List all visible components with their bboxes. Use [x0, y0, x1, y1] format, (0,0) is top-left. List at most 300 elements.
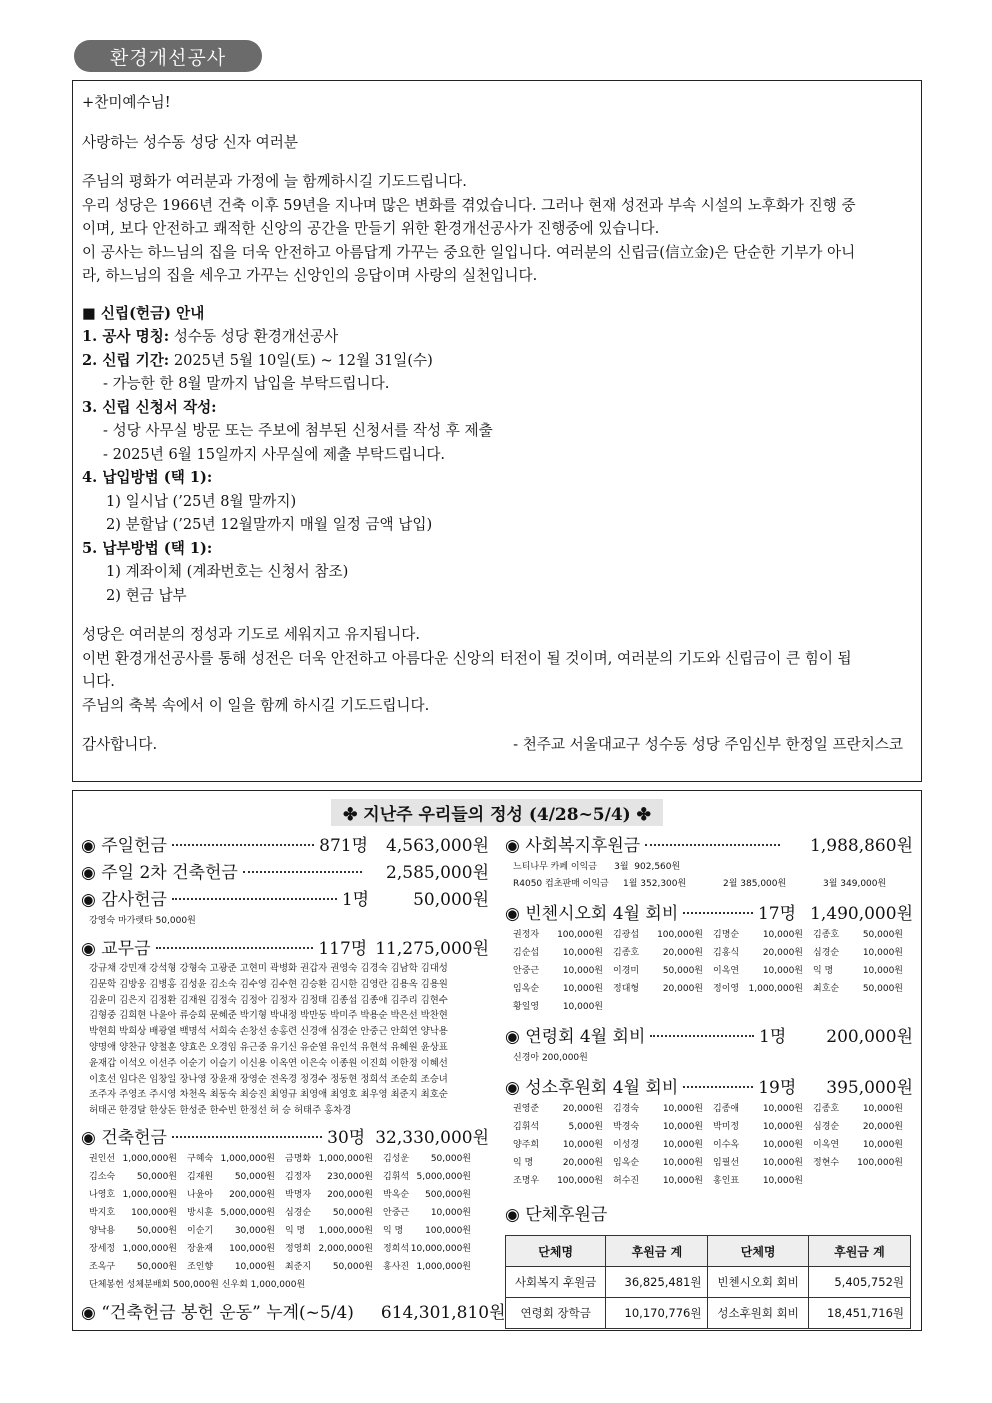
item-1-label: 1. 공사 명칭:: [82, 328, 170, 345]
donor-cell: [513, 1100, 613, 1118]
list-item: 이호선 임다은 임창일 장나영 장윤재 장영순 전옥경 정경수 정동현 정희석 조순희 조승녀: [89, 1073, 448, 1085]
donor-cell: [513, 1136, 613, 1154]
item-4-label: 4. 납입방법 (택 1):: [82, 469, 213, 486]
donor-amount: 10,000원: [562, 1002, 603, 1012]
donor-cell: [713, 1136, 813, 1154]
donor-name: 최준지: [285, 1261, 312, 1272]
donor-cell: [513, 1154, 613, 1172]
donor-name: 장세정: [89, 1243, 116, 1254]
donor-name: 박지호: [89, 1207, 116, 1218]
closing-2a: 이번 환경개선공사를 통해 성전은 더욱 안전하고 아름다운 신앙의 터전이 될 것이며, 여러분의 기도와 신립금이 큰 힘이 됩: [82, 649, 852, 667]
donor-cell: [613, 944, 713, 962]
donor-amount: 10,000원: [662, 1140, 703, 1150]
donor-amount: 1,000,000원: [416, 1261, 471, 1272]
section-tab: 환경개선공사: [74, 40, 262, 72]
elders-detail: 신경아 200,000원: [513, 1053, 588, 1063]
welfare-line-2-jan: 1월 352,300원: [623, 879, 687, 889]
donor-cell: [383, 1258, 481, 1276]
donor-name: 정이영: [713, 984, 740, 994]
donor-amount: 10,000원: [662, 1122, 703, 1132]
campaign-amount: 614,301,810원: [380, 1302, 506, 1323]
table-cell: 사회복지 후원금: [506, 1267, 606, 1298]
seongso-donor-grid: [505, 1100, 913, 1190]
donor-amount: 1,000,000원: [122, 1243, 177, 1254]
donor-name: 김종호: [813, 1104, 840, 1114]
donor-cell: [713, 1118, 813, 1136]
salutation: 사랑하는 성수동 성당 신자 여러분: [82, 133, 298, 151]
donor-name: 김성운: [383, 1153, 410, 1164]
donor-name: 이옥연: [813, 1140, 840, 1150]
donor-name: 정영희: [285, 1243, 312, 1254]
item-2-label: 2. 신립 기간:: [82, 351, 170, 369]
seongso-amount: 395,000원: [826, 1078, 913, 1098]
table-cell: 성소후원회 회비: [708, 1298, 808, 1329]
donor-name: 조옥구: [89, 1261, 116, 1272]
sunday-offering-amount: 4,563,000원: [386, 836, 489, 856]
donor-amount: 500,000원: [425, 1189, 471, 1200]
donor-name: 정현수: [813, 1158, 840, 1168]
donor-amount: 1,000,000원: [318, 1225, 373, 1236]
donor-name: 익 명: [285, 1225, 306, 1236]
donor-name: 김재원: [187, 1171, 214, 1182]
donor-cell: [89, 1186, 187, 1204]
table-cell: 18,451,716원: [808, 1298, 910, 1329]
donor-cell: [383, 1186, 481, 1204]
donor-name: 심경순: [813, 1122, 840, 1132]
thanks-text: 감사합니다.: [82, 736, 158, 753]
donor-amount: 10,000원: [562, 1140, 603, 1150]
item-2: [82, 349, 912, 373]
donor-amount: 1,000,000원: [318, 1153, 373, 1164]
paragraph-2b: 이며, 보다 안전하고 쾌적한 신앙의 공간을 만들기 위한 환경개선공사가 진행중에 있습니다.: [82, 220, 660, 237]
donor-amount: 50,000원: [234, 1171, 275, 1182]
donor-cell: [383, 1222, 481, 1240]
welfare-line-1: 느티나무 카페 이익금 3월 902,560원: [513, 862, 681, 872]
donor-amount: 200,000원: [229, 1189, 275, 1200]
donor-cell: [383, 1240, 481, 1258]
donor-cell: [513, 926, 613, 944]
donor-cell: [187, 1204, 285, 1222]
donor-cell: [813, 1172, 913, 1190]
donor-cell: [285, 1222, 383, 1240]
donor-cell: [713, 962, 813, 980]
donor-amount: 20,000원: [662, 984, 703, 994]
table-cell: 5,405,752원: [808, 1267, 910, 1298]
table-row: [506, 1267, 911, 1298]
elders-amount: 200,000원: [826, 1027, 913, 1047]
donor-name: 김정자: [285, 1171, 312, 1182]
thanks-offering-amount: 50,000원: [413, 890, 489, 910]
donor-amount: 230,000원: [327, 1171, 373, 1182]
donor-amount: 10,000원: [762, 930, 803, 940]
donor-name: 권정자: [513, 930, 540, 940]
section-title: ■ 신립(헌금) 안내: [82, 304, 205, 322]
item-1-value: 성수동 성당 환경개선공사: [169, 328, 339, 345]
donor-amount: 100,000원: [857, 1158, 903, 1168]
donor-cell: [713, 1154, 813, 1172]
welfare-title: ◉ 사회복지후원금: [505, 836, 641, 856]
donor-name: 김종호: [613, 948, 640, 958]
donor-cell: [187, 1258, 285, 1276]
donor-amount: 50,000원: [136, 1261, 177, 1272]
list-item: 김윤미 김은지 김정환 김재원 김정숙 김정아 김정자 김정태 김종섭 김종애 김주리 김현수: [89, 994, 448, 1006]
donor-cell: [513, 1118, 613, 1136]
groups-heading: [505, 1200, 913, 1227]
table-cell: 10,170,776원: [606, 1298, 708, 1329]
seongso-title: ◉ 성소후원회 4월 회비: [505, 1078, 679, 1098]
donor-amount: 10,000원: [862, 948, 903, 958]
education-heading: [81, 934, 489, 961]
donor-name: 김광섭: [613, 930, 640, 940]
donor-name: 익 명: [383, 1225, 404, 1236]
table-header: 단체명: [506, 1236, 606, 1267]
donor-cell: [613, 962, 713, 980]
donor-cell: [187, 1186, 285, 1204]
donor-name: 양낙용: [89, 1225, 116, 1236]
donor-cell: [187, 1168, 285, 1186]
donor-name: 심경순: [285, 1207, 312, 1218]
donor-cell: [713, 980, 813, 998]
donor-cell: [613, 998, 713, 1016]
elders-title: ◉ 연령회 4월 회비: [505, 1027, 646, 1047]
education-count: 117명: [318, 939, 368, 959]
donor-amount: 50,000원: [862, 984, 903, 994]
item-2-sub: - 가능한 한 8월 말까지 납입을 부탁드립니다.: [103, 375, 390, 392]
donor-name: 김소숙: [89, 1171, 116, 1182]
donor-amount: 10,000원: [562, 984, 603, 994]
donor-name: 이순기: [187, 1225, 214, 1236]
donor-amount: 10,000원: [862, 966, 903, 976]
donor-cell: [613, 926, 713, 944]
donor-amount: 5,000원: [568, 1122, 603, 1132]
donor-name: 박옥순: [383, 1189, 410, 1200]
sunday2-offering-amount: 2,585,000원: [386, 863, 489, 883]
donor-cell: [613, 1100, 713, 1118]
building-donor-grid: [81, 1150, 489, 1276]
donor-amount: 50,000원: [662, 966, 703, 976]
sunday2-offering-title: ◉ 주일 2차 건축헌금: [81, 863, 238, 883]
donor-amount: 10,000원: [562, 966, 603, 976]
donor-amount: 20,000원: [562, 1158, 603, 1168]
donor-name: 김종호: [813, 930, 840, 940]
donor-name: 권영준: [513, 1104, 540, 1114]
donor-name: 익 명: [513, 1158, 534, 1168]
donor-cell: [187, 1240, 285, 1258]
welfare-line-2-mar: 3월 349,000원: [823, 879, 887, 889]
donor-cell: [89, 1258, 187, 1276]
donor-name: 금명화: [285, 1153, 312, 1164]
donor-amount: 20,000원: [662, 948, 703, 958]
item-2-value: 2025년 5월 10일(토) ~ 12월 31일(수): [169, 351, 433, 369]
table-header: 단체명: [708, 1236, 808, 1267]
elders-heading: [505, 1022, 913, 1049]
list-item: 허태곤 한경달 한상돈 한성준 한수빈 한정선 허 승 허태주 홍차경: [89, 1105, 352, 1117]
donor-name: 허수진: [613, 1176, 640, 1186]
donor-cell: [285, 1240, 383, 1258]
donor-cell: [613, 1154, 713, 1172]
education-title: ◉ 교무금: [81, 939, 151, 959]
donor-cell: [813, 1136, 913, 1154]
donor-name: 최호순: [813, 984, 840, 994]
donor-cell: [383, 1168, 481, 1186]
donor-name: 방시훈: [187, 1207, 214, 1218]
vincent-heading: [505, 899, 913, 926]
donor-amount: 10,000원: [762, 1104, 803, 1114]
donor-cell: [513, 1172, 613, 1190]
donor-name: 이옥연: [713, 966, 740, 976]
list-item: 조주자 주영조 주시영 차천옥 최동숙 최승진 최영규 최영애 최영호 최우영 최준지 최호순: [89, 1089, 448, 1101]
donor-name: 이경미: [613, 966, 640, 976]
donor-cell: [285, 1204, 383, 1222]
donor-name: 김종애: [713, 1104, 740, 1114]
welfare-heading: [505, 831, 913, 858]
donor-cell: [383, 1204, 481, 1222]
donor-cell: [513, 944, 613, 962]
donor-cell: [613, 1136, 713, 1154]
donor-name: 나영호: [89, 1189, 116, 1200]
donor-amount: 10,000,000원: [410, 1243, 471, 1254]
donor-amount: 10,000원: [662, 1104, 703, 1114]
vincent-amount: 1,490,000원: [810, 904, 913, 924]
donor-cell: [713, 1100, 813, 1118]
donor-name: 임필선: [713, 1158, 740, 1168]
item-3-label: 3. 신립 신청서 작성:: [82, 398, 217, 416]
donor-name: 이성경: [613, 1140, 640, 1150]
signature: - 천주교 서울대교구 성수동 성당 주임신부 한정일 프란치스코: [513, 736, 903, 753]
left-column: [81, 831, 506, 1325]
donor-name: 구혜숙: [187, 1153, 214, 1164]
donor-amount: 100,000원: [131, 1207, 177, 1218]
donor-amount: 100,000원: [557, 1176, 603, 1186]
donor-amount: 50,000원: [332, 1207, 373, 1218]
donor-name: 김명순: [713, 930, 740, 940]
table-cell: 36,825,481원: [606, 1267, 708, 1298]
donor-amount: 5,000,000원: [416, 1171, 471, 1182]
education-amount: 11,275,000원: [375, 939, 489, 959]
donor-amount: 50,000원: [136, 1171, 177, 1182]
sunday-offering-title: ◉ 주일헌금: [81, 836, 167, 856]
donor-amount: 10,000원: [762, 1122, 803, 1132]
banner-text: ✤ 지난주 우리들의 정성 (4/28~5/4) ✤: [331, 799, 663, 826]
item-5-label: 5. 납부방법 (택 1):: [82, 539, 213, 557]
donor-name: 안중근: [383, 1207, 410, 1218]
donor-amount: 20,000원: [562, 1104, 603, 1114]
donor-name: 박경숙: [613, 1122, 640, 1132]
closing-1: 성당은 여러분의 정성과 기도로 세워지고 유지됩니다.: [82, 626, 420, 643]
item-5-sub-1: 1) 계좌이체 (계좌번호는 신청서 참조): [106, 563, 349, 580]
donor-amount: 1,000,000원: [122, 1153, 177, 1164]
welfare-line-2: [505, 876, 913, 893]
donor-name: 조인향: [187, 1261, 214, 1272]
donor-name: 정대형: [613, 984, 640, 994]
item-4-sub-2: 2) 분할납 (’25년 12월말까지 매월 일정 금액 납입): [106, 516, 433, 533]
table-header: 후원금 계: [606, 1236, 708, 1267]
donor-name: 김휘석: [513, 1122, 540, 1132]
closing-2b: 니다.: [82, 673, 115, 690]
table-row: [506, 1298, 911, 1329]
table-header: 후원금 계: [808, 1236, 910, 1267]
donor-amount: 10,000원: [234, 1261, 275, 1272]
seongso-heading: [505, 1073, 913, 1100]
thanks-offering-detail: 강영숙 마가렛타 50,000원: [89, 916, 196, 926]
donor-cell: [187, 1150, 285, 1168]
donor-amount: 10,000원: [762, 966, 803, 976]
sign-row: [82, 733, 912, 757]
donor-cell: [713, 926, 813, 944]
vincent-title: ◉ 빈첸시오회 4월 회비: [505, 904, 679, 924]
item-1: [82, 325, 912, 349]
donor-cell: [513, 998, 613, 1016]
donor-amount: 10,000원: [762, 1176, 803, 1186]
donor-name: 권인선: [89, 1153, 116, 1164]
building-title: ◉ 건축헌금: [81, 1127, 167, 1148]
donor-name: 안중근: [513, 966, 540, 976]
paragraph-2a: 우리 성당은 1966년 건축 이후 59년을 지나며 많은 변화를 겪었습니다. 그러나 현재 성전과 부속 시설의 노후화가 진행 중: [82, 196, 856, 214]
donor-amount: 10,000원: [762, 1158, 803, 1168]
item-3-sub-2: - 2025년 6월 15일까지 사무실에 제출 부탁드립니다.: [103, 445, 446, 463]
welfare-line-2-feb: 2월 385,000원: [723, 879, 787, 889]
donor-cell: [713, 1172, 813, 1190]
donor-name: 이수옥: [713, 1140, 740, 1150]
donor-cell: [613, 980, 713, 998]
donor-amount: 100,000원: [557, 930, 603, 940]
donor-cell: [513, 962, 613, 980]
welfare-line-2-label: R4050 컵초판매 이익금: [513, 879, 609, 889]
sunday2-offering-heading: [81, 858, 489, 885]
donor-cell: [89, 1168, 187, 1186]
item-3-sub-1: - 성당 사무실 방문 또는 주보에 첨부된 신청서를 작성 후 제출: [103, 422, 493, 439]
table-header-row: [506, 1236, 911, 1267]
right-column: [505, 831, 913, 1329]
campaign-title: ◉ “건축헌금 봉헌 운동” 누계(~5/4): [81, 1302, 354, 1323]
building-heading: [81, 1123, 489, 1150]
list-item: 박현희 박희상 배광열 백명석 서희숙 손창선 송홍련 신경애 심경순 안중근 안희연 양낙용: [89, 1026, 448, 1038]
list-item: 김형중 김희현 나윤아 류승희 문혜준 박기형 박내정 박만동 박미주 박용순 박은선 박찬현: [89, 1010, 448, 1022]
item-5-sub-2: 2) 현금 납부: [106, 586, 187, 604]
donor-amount: 2,000,000원: [318, 1243, 373, 1254]
list-item: 윤재갑 이석오 이선주 이순기 이슬기 이신용 이옥연 이은숙 이종원 이진희 이한정 이혜선: [89, 1057, 448, 1069]
donor-amount: 5,000,000원: [220, 1207, 275, 1218]
donor-amount: 200,000원: [327, 1189, 373, 1200]
donor-name: 익 명: [813, 966, 834, 976]
donor-cell: [285, 1186, 383, 1204]
donor-name: 조명우: [513, 1176, 540, 1186]
donor-amount: 10,000원: [662, 1176, 703, 1186]
donor-cell: [713, 998, 813, 1016]
donor-name: 나윤아: [187, 1189, 214, 1200]
vincent-donor-grid: [505, 926, 913, 1016]
donor-cell: [613, 1172, 713, 1190]
sunday-offering-heading: [81, 831, 489, 858]
donor-cell: [89, 1240, 187, 1258]
donor-amount: 10,000원: [862, 1104, 903, 1114]
donor-amount: 50,000원: [136, 1225, 177, 1236]
list-item: 강규채 강민재 강석형 강형숙 고광준 고현미 곽병화 권갑자 권영숙 김경숙 김남학 김대성: [89, 963, 448, 974]
donor-cell: [513, 980, 613, 998]
donor-cell: [187, 1222, 285, 1240]
vincent-count: 17명: [757, 904, 797, 924]
donor-amount: 100,000원: [657, 930, 703, 940]
donor-cell: [89, 1204, 187, 1222]
donor-cell: [813, 1100, 913, 1118]
donor-cell: [813, 962, 913, 980]
donor-name: 김휘석: [383, 1171, 410, 1182]
donor-cell: [285, 1258, 383, 1276]
donor-cell: [813, 998, 913, 1016]
groups-title: ◉ 단체후원금: [505, 1205, 608, 1225]
donor-amount: 10,000원: [562, 948, 603, 958]
thanks-offering-count: 1명: [341, 890, 370, 910]
donor-name: 김경숙: [613, 1104, 640, 1114]
closing-3: 주님의 축복 속에서 이 일을 함께 하시길 기도드립니다.: [82, 696, 430, 714]
donor-amount: 10,000원: [662, 1158, 703, 1168]
donor-amount: 1,000,000원: [220, 1153, 275, 1164]
donor-name: 박명자: [285, 1189, 312, 1200]
paragraph-1: 주님의 평화가 여러분과 가정에 늘 함께하시길 기도드립니다.: [82, 173, 467, 190]
donor-name: 임옥순: [513, 984, 540, 994]
offerings-box: [72, 790, 922, 1331]
donor-amount: 10,000원: [862, 1140, 903, 1150]
campaign-heading: [81, 1298, 506, 1325]
greeting: +찬미예수님!: [82, 94, 171, 111]
donor-cell: [613, 1118, 713, 1136]
donor-name: 심경순: [813, 948, 840, 958]
building-group-line: 단체봉헌 성체분배회 500,000원 신우회 1,000,000원: [89, 1279, 306, 1290]
donor-amount: 50,000원: [332, 1261, 373, 1272]
building-count: 30명: [327, 1127, 366, 1148]
list-item: 김문학 김방웅 김병홍 김성윤 김소숙 김수영 김수현 김승환 김시한 김영란 김용옥 김용원: [89, 978, 448, 990]
elders-count: 1명: [759, 1027, 787, 1047]
donor-cell: [285, 1168, 383, 1186]
donor-cell: [813, 980, 913, 998]
donor-name: 박미정: [713, 1122, 740, 1132]
paragraph-3a: 이 공사는 하느님의 집을 더욱 안전하고 아름답게 가꾸는 중요한 일입니다. 여러분의 신립금(信立金)은 단순한 기부가 아니: [82, 243, 856, 261]
donor-cell: [285, 1150, 383, 1168]
donor-cell: [713, 944, 813, 962]
donor-cell: [813, 926, 913, 944]
sunday-offering-count: 871명: [319, 836, 369, 856]
donor-name: 홍사진: [383, 1261, 410, 1272]
building-amount: 32,330,000원: [375, 1127, 489, 1148]
donor-amount: 1,000,000원: [748, 984, 803, 994]
donor-name: 장윤재: [187, 1243, 214, 1254]
donor-amount: 100,000원: [229, 1243, 275, 1254]
item-4-sub-1: 1) 일시납 (’25년 8월 말까지): [106, 492, 297, 510]
thanks-offering-title: ◉ 감사헌금: [81, 890, 167, 910]
table-cell: 빈첸시오회 회비: [708, 1267, 808, 1298]
donor-name: 홍인표: [713, 1176, 740, 1186]
seongso-count: 19명: [758, 1078, 797, 1098]
thanks-offering-heading: [81, 885, 489, 912]
donor-name: 황일영: [513, 1002, 540, 1012]
donor-name: 임옥순: [613, 1158, 640, 1168]
donor-amount: 10,000원: [762, 1140, 803, 1150]
donor-cell: [89, 1150, 187, 1168]
donor-amount: 10,000원: [430, 1207, 471, 1218]
donor-cell: [89, 1222, 187, 1240]
donor-amount: 1,000,000원: [122, 1189, 177, 1200]
donor-name: 김홍식: [713, 948, 740, 958]
donor-name: 김순섭: [513, 948, 540, 958]
groups-table: [505, 1235, 911, 1329]
donor-cell: [383, 1150, 481, 1168]
list-item: 양명애 양찬규 양철훈 양효은 오경임 유근중 유기신 유순열 유인석 유현석 유혜원 윤상표: [89, 1041, 448, 1053]
table-cell: 연령회 장학금: [506, 1298, 606, 1329]
donor-amount: 50,000원: [862, 930, 903, 940]
welfare-amount: 1,988,860원: [810, 836, 913, 856]
donor-name: 양주희: [513, 1140, 540, 1150]
donor-cell: [813, 1154, 913, 1172]
